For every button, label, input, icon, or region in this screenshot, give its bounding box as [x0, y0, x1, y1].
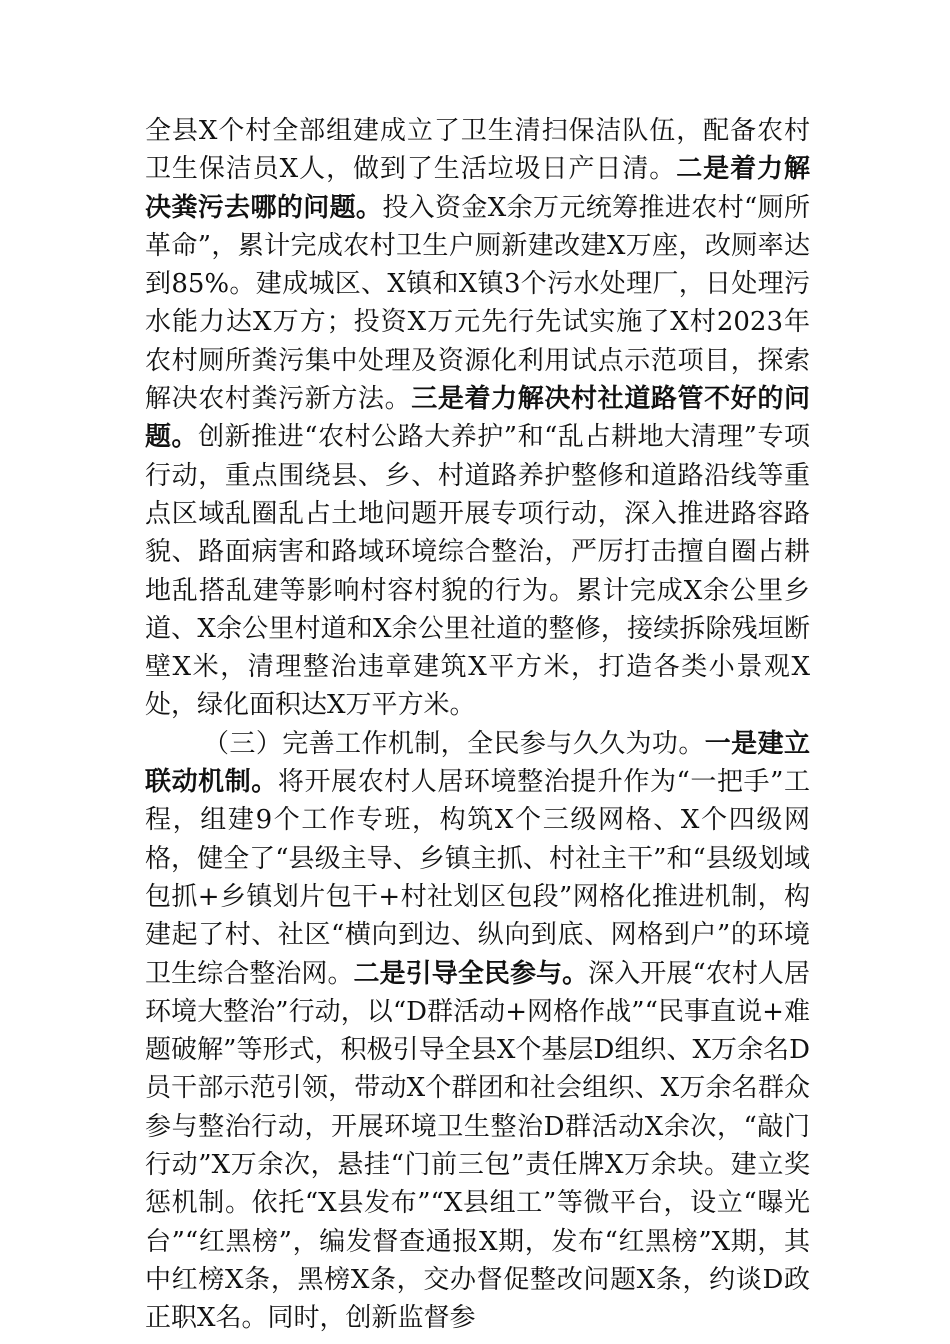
- text-run: 创新推进“农村公路大养护”和“乱占耕地大清理”专项行动，重点围绕县、乡、村道路养护整修和道路沿线等重点区域乱圈乱占土地问题开展专项行动，深入推进路容路貌、路面病害和路域环境综合整治，严厉打击擅自圈占耕地乱搭乱建等影响村容村貌的行为。累计完成X余公里乡道、X余公里村道和X余公里社道的整修，接续拆除残垣断壁X米，清理整治违章建筑X平方米，打造各类小景观X处，绿化面积达X万平方米。: [145, 422, 810, 721]
- text-run: 将开展农村人居环境整治提升作为“一把手”工程，组建9个工作专班，构筑X个三级网格、X个四级网格，健全了“县级主导、乡镇主抓、村社主干”和“县级划域包抓+乡镇划片包干+村社划区包段”网格化推进机制，构建起了村、社区“横向到边、纵向到底、网格到户”的环境卫生综合整治网。: [145, 767, 810, 989]
- heading-run-linkage: 一是建立联动机制。: [145, 728, 810, 798]
- heading-run-roads: 三是着力解决村社道路管不好的问题。: [145, 384, 810, 453]
- paragraph-work-mechanism: [145, 725, 810, 1338]
- text-run: 深入开展“农村人居环境大整治”行动，以“D群活动+网格作战”“民事直说+难题破解”等形式，积极引导全县X个基层D组织、X万余名D员干部示范引领，带动X个群团和社会组织、X万余名群众参与整治行动，开展环境卫生整治D群活动X余次，“敲门行动”X万余次，悬挂“门前三包”责任牌X万余块。建立奖惩机制。依托“X县发布”“X县组工”等微平台，设立“曝光台”“红黑榜”，编发督查通报X期，发布“红黑榜”X期，其中红榜X条，黑榜X条，交办督促整改问题X条，约谈D政正职X名。同时，创新监督参: [145, 958, 810, 1334]
- heading-run-manure: 二是着力解决粪污去哪的问题。: [145, 154, 810, 223]
- text-run: 全县X个村全部组建成立了卫生清扫保洁队伍，配备农村卫生保洁员X人，做到了生活垃圾日产日清。: [145, 116, 810, 185]
- heading-run-participation: 二是引导全民参与。: [353, 958, 589, 989]
- text-run: 投入资金X余万元统筹推进农村“厕所革命”，累计完成农村卫生户厕新建改建X万座，改厕率达到85%。建成城区、X镇和X镇3个污水处理厂，日处理污水能力达X万方；投资X万元先行先试实施了X村2023年农村厕所粪污集中处理及资源化利用试点示范项目，探索解决农村粪污新方法。: [145, 192, 810, 415]
- section-heading-run: （三）完善工作机制，全民参与久久为功。: [203, 728, 705, 759]
- paragraph-sanitation-summary: [145, 112, 810, 725]
- document-page: [145, 112, 810, 1338]
